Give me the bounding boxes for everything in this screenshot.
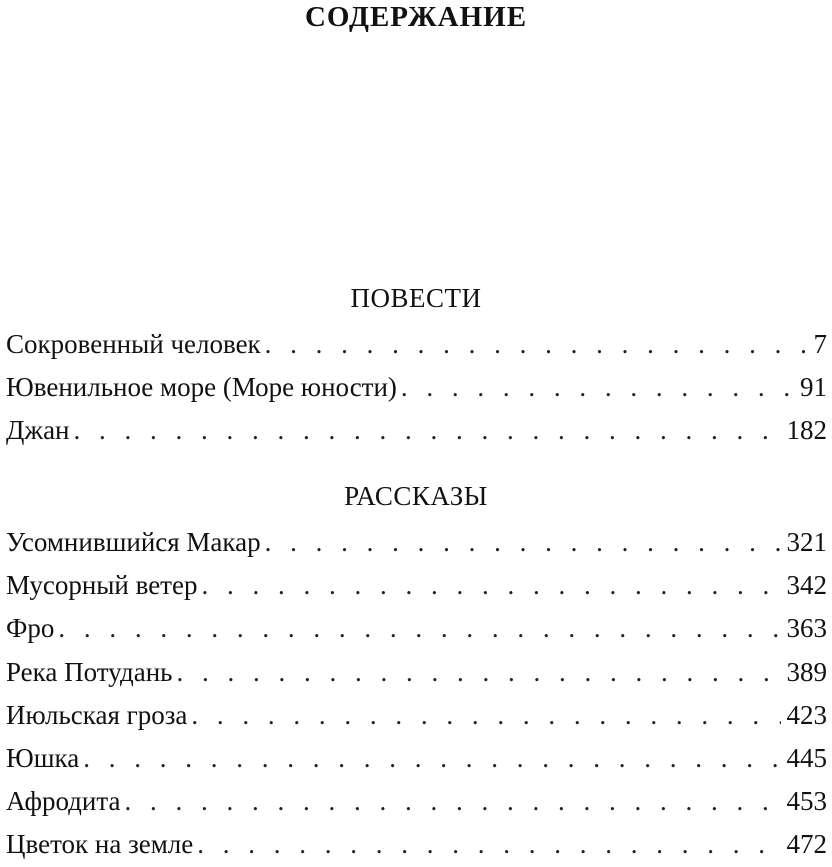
- toc-entry-title: Усомнившийся Макар: [6, 527, 261, 557]
- toc-entry[interactable]: [6, 697, 827, 733]
- toc-entry-title: Афродита: [6, 786, 121, 816]
- dot-leader: [58, 610, 780, 646]
- dot-leader: [265, 326, 808, 362]
- toc-entry[interactable]: [6, 826, 827, 862]
- dot-leader: [201, 567, 780, 603]
- dot-leader: [191, 697, 780, 733]
- toc-entry-title: Река Потудань: [6, 657, 173, 687]
- section-heading-rasskazy: РАССКАЗЫ: [344, 481, 488, 511]
- dot-leader: [176, 654, 780, 690]
- dot-leader: [74, 412, 781, 448]
- toc-entry-page: 321: [786, 527, 827, 557]
- page-title: СОДЕРЖАНИЕ: [304, 1, 528, 33]
- toc-entry-page: 472: [786, 829, 827, 859]
- toc-entry[interactable]: [6, 783, 827, 819]
- toc-entry-page: 91: [800, 372, 827, 402]
- toc-entry-page: 389: [786, 657, 827, 687]
- toc-entry[interactable]: [6, 740, 827, 776]
- toc-entry-title: Юшка: [6, 743, 80, 773]
- dot-leader: [265, 524, 781, 560]
- toc-entry-page: 7: [813, 329, 827, 359]
- toc-entry[interactable]: [6, 369, 827, 405]
- toc-entry-page: 445: [786, 743, 827, 773]
- toc-entry[interactable]: [6, 326, 827, 362]
- toc-entry-title: Июльская гроза: [6, 700, 188, 730]
- toc-entry-page: 453: [786, 786, 827, 816]
- dot-leader: [197, 826, 780, 862]
- toc-entry-page: 182: [786, 415, 827, 445]
- dot-leader: [401, 369, 794, 405]
- toc-entry-page: 363: [786, 613, 827, 643]
- toc-entry-title: Фро: [6, 613, 55, 643]
- toc-entry-title: Джан: [6, 415, 70, 445]
- toc-entry-page: 423: [786, 700, 827, 730]
- toc-entry-title: Сокровенный человек: [6, 329, 261, 359]
- section-heading-povesti: ПОВЕСТИ: [350, 283, 482, 313]
- toc-entry[interactable]: [6, 654, 827, 690]
- toc-entry-title: Ювенильное море (Море юности): [6, 372, 397, 402]
- toc-entry[interactable]: [6, 610, 827, 646]
- dot-leader: [125, 783, 781, 819]
- toc-entry-title: Мусорный ветер: [6, 570, 198, 600]
- toc-entry[interactable]: [6, 412, 827, 448]
- toc-entry[interactable]: [6, 567, 827, 603]
- toc-entry-page: 342: [786, 570, 827, 600]
- dot-leader: [83, 740, 780, 776]
- toc-entry-title: Цветок на земле: [6, 829, 194, 859]
- toc-entry[interactable]: [6, 524, 827, 560]
